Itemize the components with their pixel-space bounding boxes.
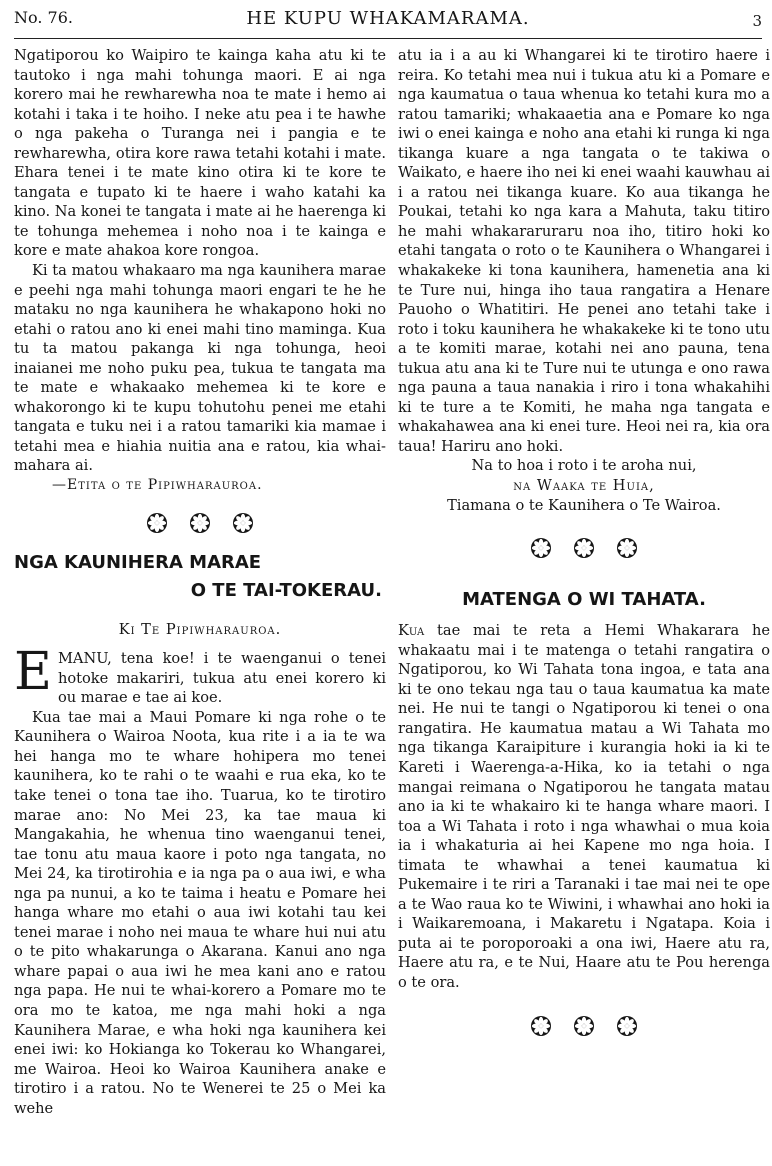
left-column	[14, 46, 386, 1118]
letter-closing: Na to hoa i roto i te aroha nui,	[471, 457, 697, 475]
article-paragraph: Ki ta matou whakaaro ma nga kaunihera marae e peehi nga mahi tohunga maori engari te he he mataku no nga kaunihera he whakapono hoki no etahi o ratou ano ki enei mahi tino maminga. Kua tu ta matou pakanga ki nga tohunga, heoi inaianei me noho puku pea, tukua te tangata ma te mate e whakaako mehemea ki te kore e whakorongo ki te kupu tohutohu penei me etahi tangata e tuku nei i a ratou tamariki kia mamae i tetahi mea e hiahia nuitia ana e ratou, kia whai-mahara ai.	[14, 262, 386, 475]
page-header	[14, 4, 762, 39]
rosette-icon	[146, 512, 168, 534]
article-heading: NGA KAUNIHERA MARAE	[14, 551, 262, 573]
article-paragraph: Kua tae mai a Maui Pomare ki nga rohe o te Kaunihera o Wairoa Noota, kua rite i a ia te wa hei hanga mo te whare hohipera mo tenei kaunihera, ko te rahi o te waahi e rua eka, ko te take tenei o tona tae iho. Tuarua, ko te tirotiro marae ano: No Mei 23, ka tae maua ki Mangakahia, he whenua tino waenganui tenei, tae tonu atu maua kaore i poto nga tangata, no Mei 24, ka tirotirohia e ia nga pa o aua iwi, e wha nga pa nunui, a ko te taima i heatu e Pomare hei hanga whare mo etahi o aua iwi kotahi tau kei tenei marae i noho nei maua te whare hui nui atu o te pito whakarunga o Akarana. Kanui ano nga whare papai o aua iwi he mea kani ano e ratou nga papa. He nui te whai-korero a Pomare mo te ora mo te katoa, me nga mahi hoki a nga Kaunihera Marae, e wha hoki nga kaunihera kei enei iwi: ko Hokianga ko Tokerau ko Whangarei, me Wairoa. Heoi ko Wairoa Kaunihera anake e tirotiro i a ratou. No te Wenerei te 25 o Mei ka wehe	[14, 708, 386, 1117]
drop-cap: E	[14, 642, 52, 703]
rosette-icon	[573, 1015, 595, 1037]
lead-paragraph	[14, 642, 386, 708]
article-paragraph: atu ia i a au ki Whangarei ki te tirotiro haere i reira. Ko tetahi mea nui i tukua atu ki a Pomare e nga kaumatua o taua whenua ko tetahi kura mo a ratou tamariki; whakaaetia ana e Pomare ko nga iwi o enei kainga e noho ana etahi ki runga ki nga tikanga kuare a nga tangata o te takiwa o Waikato, e haere iho nei ki enei waahi kauwhau ai i a ratou nei tikanga kuare. Ko aua tikanga he Poukai, tetahi ko nga kara a Mahuta, taku titiro he mahi whakararuraru noa iho, titiro hoki ko etahi tangata o roto o te Kaunihera o Whangarei i whakakeke ki tona kaunihera, hamenetia ana ki te Ture nui, hinga iho taua rangatira a Henare Pauoho o Whatitiri. He penei ano tetahi take i roto i toku kaunihera he whakakeke ki te tono utu a te komiti marae, kotahi nei ano pauna, tena tukua atu ana ki te Ture nui te utunga e ono rawa nga pauna a taua nanakia i riro i tona whakahihi ki te ture a te Komiti, he maha nga tangata e whakahawea ana ki enei ture. Heoi nei ra, kia ora taua! Hariru ano hoki.	[398, 47, 770, 455]
obituary-text: tae mai te reta a Hemi Whakarara he whakaatu mai i te matenga o tetahi rangatira o Ngatiporou, ko Wi Tahata tona ingoa, e tata ana ki te ono tekau nga tau o taua kaumatua ka mate nei. He nui te tangi o Ngatiporou ki tenei o ona rangatira. He kaumatua matau a Wi Tahata mo nga tikanga Karaipiture i kurangia hoki ia ki te Kareti i Waerenga-a-Hika, ko ia tetahi o nga mangai reimana o Ngatiporou he tangata matau ano ia ki te whakairo ki te hanga whare maori. I toa a Wi Tahata i roto i nga whawhai o mua koia ia i whakaturia ai hei Kapene mo nga hoia. I timata te whawhai a tenei kaumatua ki Pukemaire i te riri a Taranaki i tae mai nei te ope a te Wao raua ko te Wiwini, i whawhai ano hoki ia i Waikaremoana, i Makaretu i Ngatapa. Koia i puta ai te poroporoaki a ona iwi, Haere atu ra, Haere atu ra, e te Nui, Haare atu te Pou herenga o te ora.	[398, 622, 770, 991]
issue-number: No. 76.	[14, 8, 73, 27]
article-subheading: Ki Te Pipiwharauroa.	[118, 620, 282, 638]
rosette-icon	[616, 1015, 638, 1037]
rosette-icon	[530, 1015, 552, 1037]
rosette-icon	[573, 537, 595, 559]
article-paragraph: Ngatiporou ko Waipiro te kainga kaha atu ki te tautoko i nga mahi tohunga maori. E ai nga korero mai he rewharewha noa te mate i hemo ai kotahi i taka i te hoiho. I neke atu pea i te hawhe o nga pakeha o Turanga nei i pangia e te rewharewha, otira kore rawa tetahi kotahi i mate. Ehara tenei i te mate kino otira ki te kore te tangata e tupato ki te haere i waho katahi ka kino. Na konei te tangata i mate ai he haerenga ki te tohunga mehemea i noho noa i te kainga e kore e mate ahakoa kore rongoa.	[14, 47, 386, 260]
article-heading-line2: O TE TAI-TOKERAU.	[190, 579, 382, 601]
ornament-divider	[14, 512, 386, 540]
lead-word: Kua	[398, 622, 425, 640]
article-heading: MATENGA O WI TAHATA.	[462, 589, 706, 611]
right-column	[398, 46, 770, 1055]
rosette-icon	[616, 537, 638, 559]
lead-text: MANU, tena koe! i te waenganui o tenei hotoke makariri, tukua atu enei korero ki ou marae e tae ai koe.	[57, 650, 386, 707]
running-title: HE KUPU WHAKAMARAMA.	[246, 8, 530, 29]
letter-author-title: Tiamana o te Kaunihera o Te Wairoa.	[447, 496, 721, 514]
ornament-divider	[398, 1015, 770, 1043]
ornament-divider	[398, 537, 770, 565]
page-number: 3	[752, 12, 762, 30]
letter-author: na Waaka te Huia,	[513, 477, 655, 495]
rosette-icon	[189, 512, 211, 534]
rosette-icon	[232, 512, 254, 534]
obituary-paragraph	[398, 621, 770, 992]
editor-signature: —Etita o te Pipiwharauroa.	[52, 477, 263, 494]
rosette-icon	[530, 537, 552, 559]
